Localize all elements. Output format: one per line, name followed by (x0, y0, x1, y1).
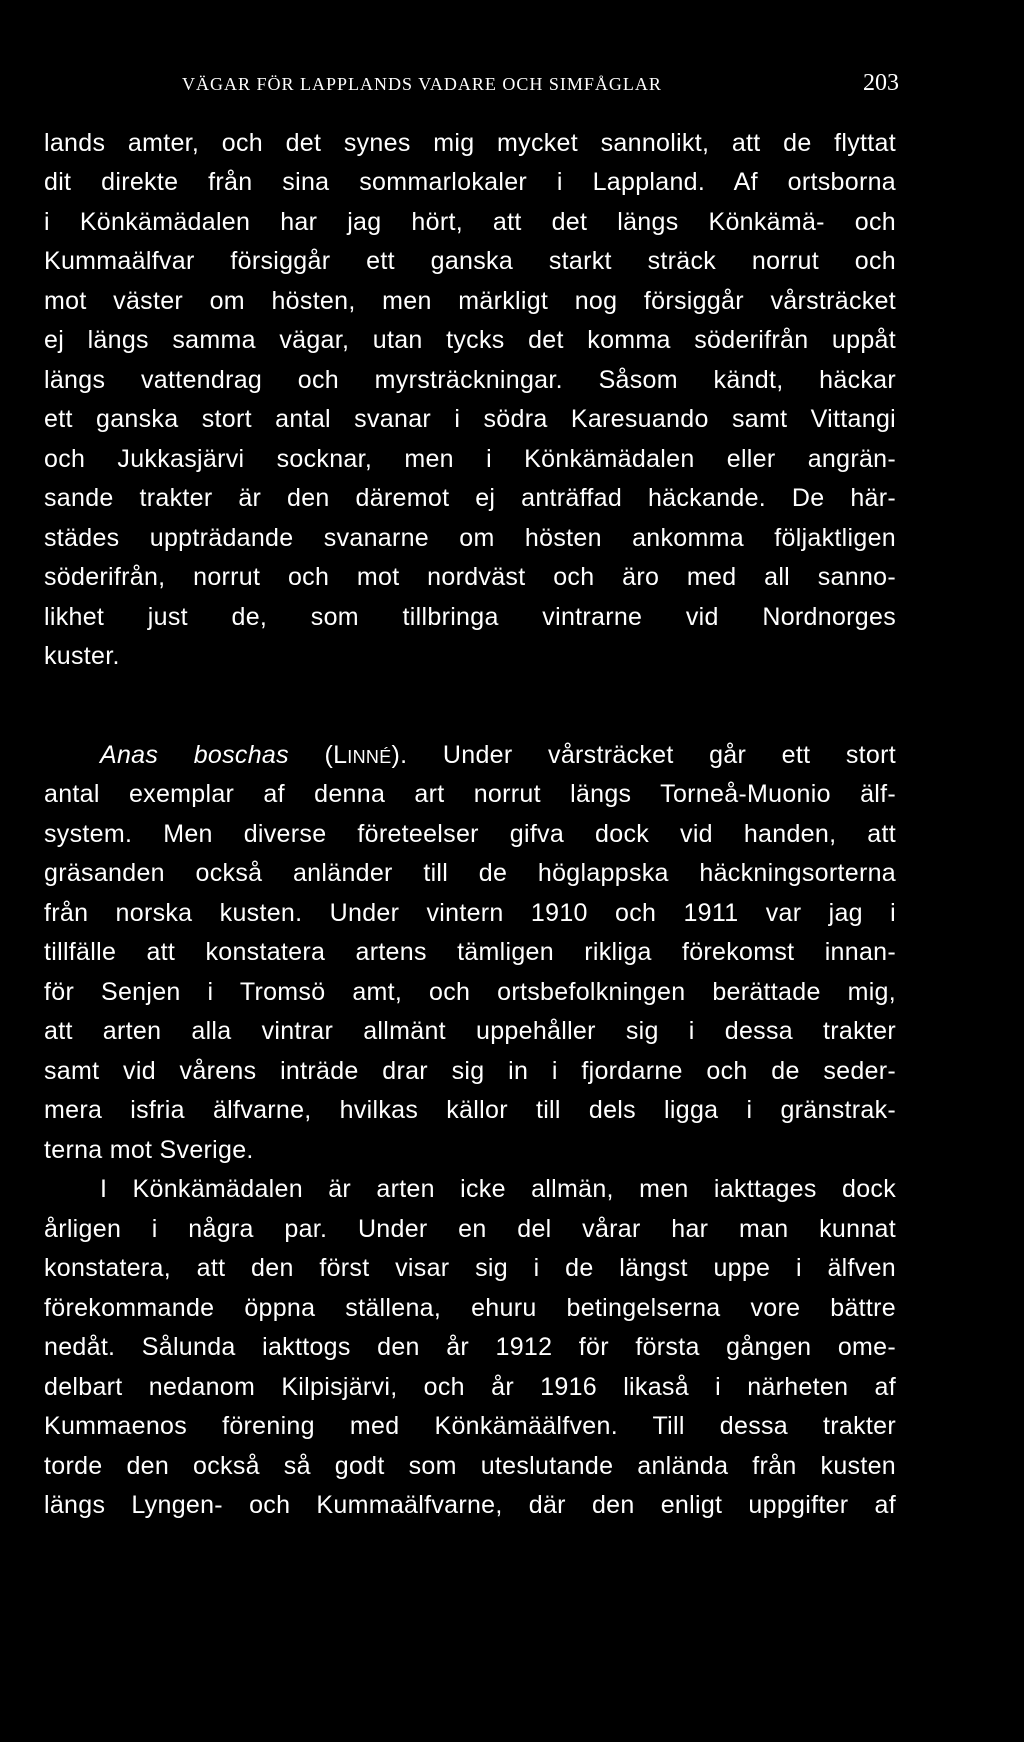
text-line: ej längs samma vägar, utan tycks det komma söderifrån uppåt (44, 326, 896, 354)
text-line: mot väster om hösten, men märkligt nog försiggår vårsträcket (44, 287, 896, 315)
text-line: att arten alla vintrar allmänt uppehåller sig i dessa trakter (44, 1017, 896, 1045)
text-line: nedåt. Sålunda iakttogs den år 1912 för första gången ome- (44, 1333, 896, 1361)
text-line: i Könkämädalen har jag hört, att det längs Könkämä- och (44, 208, 896, 236)
text-line: tillfälle att konstatera artens tämligen rikliga förekomst innan- (44, 938, 896, 966)
text-line: söderifrån, norrut och mot nordväst och äro med all sanno- (44, 563, 896, 591)
text-line: från norska kusten. Under vintern 1910 och 1911 var jag i (44, 899, 896, 927)
text-line: lands amter, och det synes mig mycket sannolikt, att de flyttat (44, 129, 896, 157)
page-number: 203 (863, 70, 899, 96)
text-line: dit direkte från sina sommarlokaler i Lappland. Af ortsborna (44, 168, 896, 196)
species-heading-text: Under vårsträcket går ett stort (442, 741, 896, 769)
text-line: antal exemplar af denna art norrut längs Torneå-Muonio älf- (44, 780, 896, 808)
text-line: torde den också så godt som uteslutande anlända från kusten (44, 1452, 896, 1480)
text-line: konstatera, att den först visar sig i de längst uppe i älfven (44, 1254, 896, 1282)
text-line: för Senjen i Tromsö amt, och ortsbefolkningen berättade mig, (44, 978, 896, 1006)
text-line: kuster. (44, 642, 120, 670)
text-line: ett ganska stort antal svanar i södra Karesuando samt Vittangi (44, 405, 896, 433)
text-line: längs vattendrag och myrsträckningar. Såsom kändt, häckar (44, 366, 896, 394)
species-author: (Linné). (324, 741, 408, 769)
text-line: I Könkämädalen är arten icke allmän, men iakttages dock (100, 1175, 896, 1203)
text-line: delbart nedanom Kilpisjärvi, och år 1916 likaså i närheten af (44, 1373, 896, 1401)
running-title: VÄGAR FÖR LAPPLANDS VADARE OCH SIMFÅGLAR (182, 74, 662, 94)
text-line: likhet just de, som tillbringa vintrarne vid Nordnorges (44, 603, 896, 631)
text-line: terna mot Sverige. (44, 1136, 254, 1164)
text-line: längs Lyngen- och Kummaälfvarne, där den enligt uppgifter af (44, 1491, 896, 1519)
text-line: årligen i några par. Under en del vårar har man kunnat (44, 1215, 896, 1243)
text-line: sande trakter är den däremot ej anträffad häckande. De här- (44, 484, 896, 512)
running-head (0, 66, 1024, 102)
species-name: Anas boschas (100, 741, 289, 769)
text-line: samt vid vårens inträde drar sig in i fjordarne och de seder- (44, 1057, 896, 1085)
text-line: gräsanden också anländer till de höglappska häckningsorterna (44, 859, 896, 887)
text-line: städes uppträdande svanarne om hösten ankomma följaktligen (44, 524, 896, 552)
text-line: och Jukkasjärvi socknar, men i Könkämädalen eller angrän- (44, 445, 896, 473)
text-line: mera isfria älfvarne, hvilkas källor till dels ligga i gränstrak- (44, 1096, 896, 1124)
text-line: förekommande öppna ställena, ehuru betingelserna vore bättre (44, 1294, 896, 1322)
species-heading (100, 737, 896, 773)
text-line: Kummaenos förening med Könkämäälfven. Till dessa trakter (44, 1412, 896, 1440)
text-line: system. Men diverse företeelser gifva dock vid handen, att (44, 820, 896, 848)
text-line: Kummaälfvar försiggår ett ganska starkt sträck norrut och (44, 247, 896, 275)
